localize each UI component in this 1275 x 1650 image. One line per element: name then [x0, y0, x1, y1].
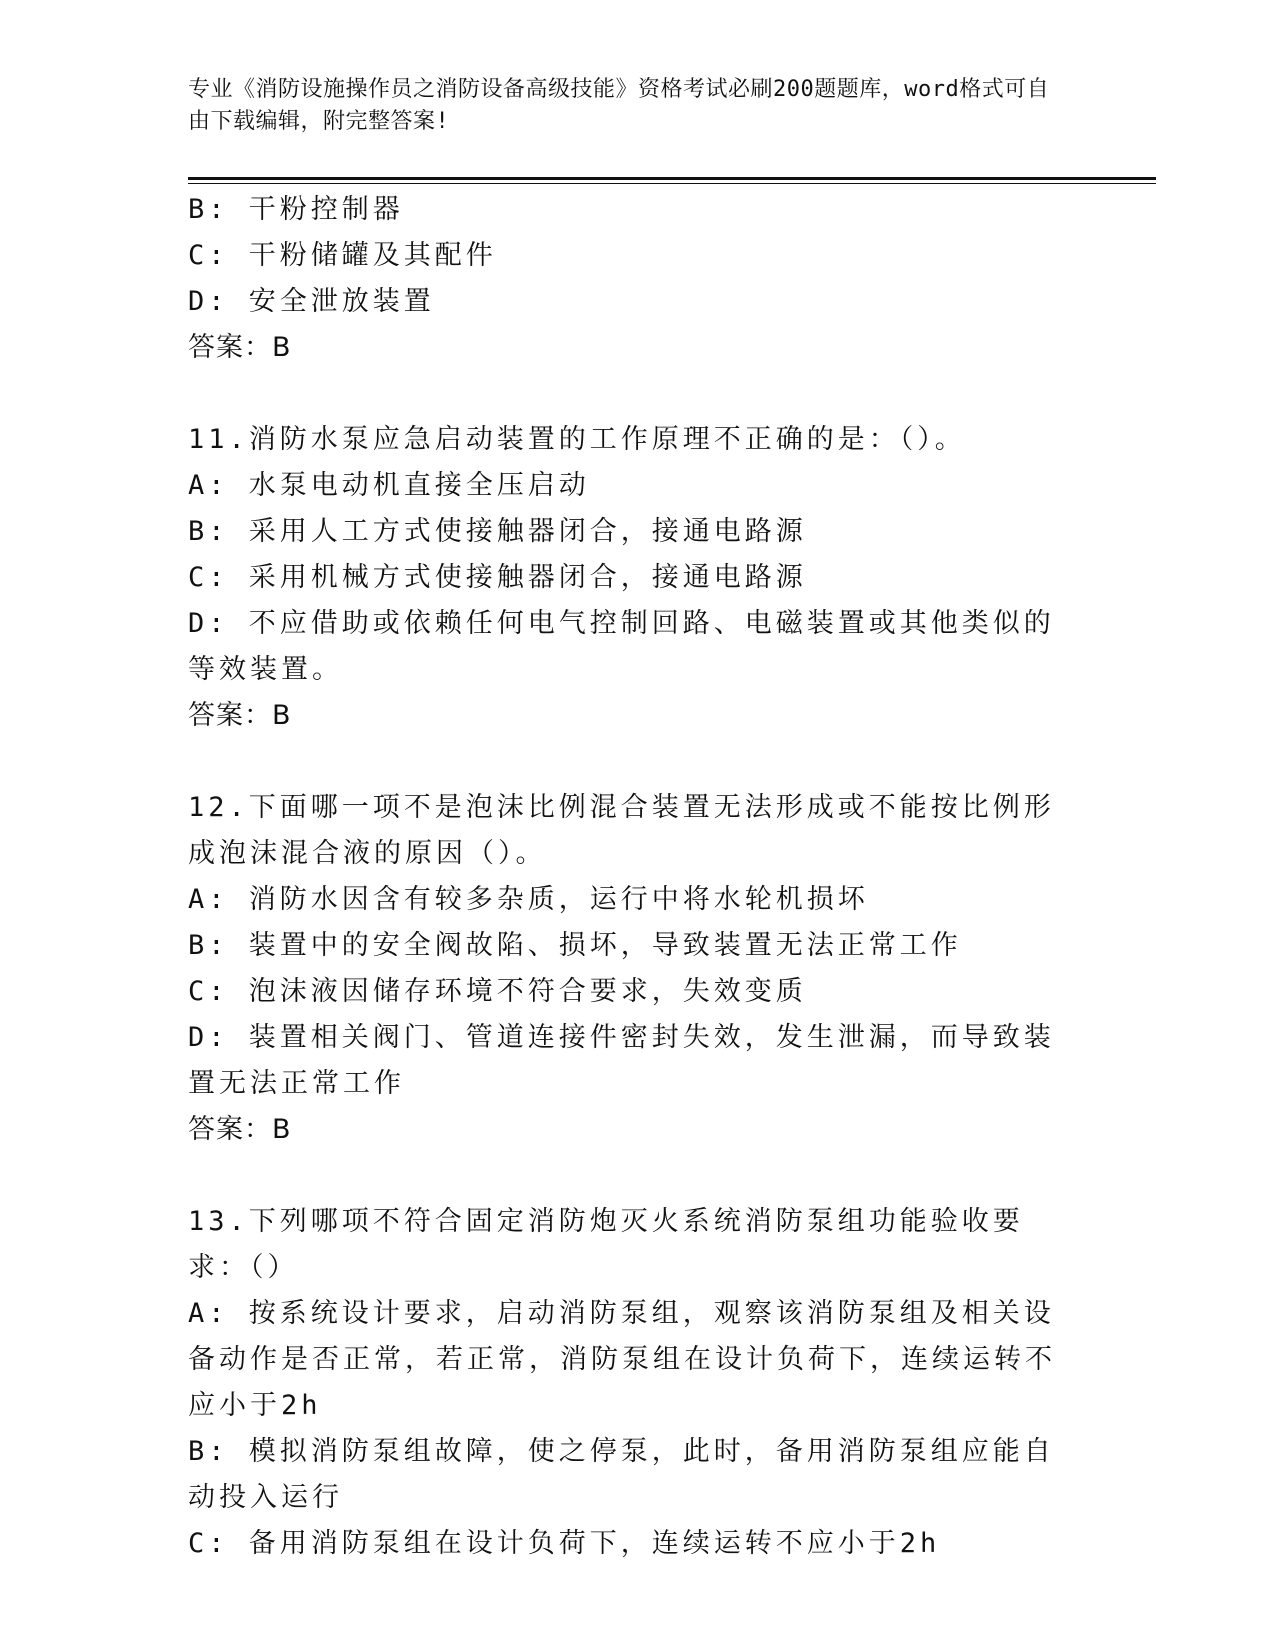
answer-line: 答案：B — [188, 332, 292, 363]
option-c: C: 备用消防泵组在设计负荷下，连续运转不应小于2h — [188, 1528, 941, 1559]
answer-line: 答案：B — [188, 700, 292, 731]
page-header: 专业《消防设施操作员之消防设备高级技能》资格考试必刷200题题库，word格式可自由下载编辑，附完整答案! — [188, 77, 1050, 134]
header-divider-thick — [188, 177, 1156, 180]
option-b: B: 采用人工方式使接触器闭合，接通电路源 — [188, 516, 807, 547]
question-stem: 12.下面哪一项不是泡沫比例混合装置无法形成或不能按比例形成泡沫混合液的原因（）。 — [188, 792, 1055, 869]
option-c: C: 采用机械方式使接触器闭合，接通电路源 — [188, 562, 807, 593]
question-11 — [188, 417, 1078, 739]
header-divider-thin — [188, 183, 1156, 184]
option-a: A: 按系统设计要求，启动消防泵组，观察该消防泵组及相关设备动作是否正常，若正常，消防泵组在设计负荷下，连续运转不应小于2h — [188, 1298, 1056, 1421]
question-13 — [188, 1199, 1078, 1567]
previous-question-tail — [188, 187, 1078, 371]
option-b: B: 干粉控制器 — [188, 194, 404, 225]
answer-line: 答案：B — [188, 1114, 292, 1145]
option-d: D: 装置相关阀门、管道连接件密封失效，发生泄漏，而导致装置无法正常工作 — [188, 1022, 1055, 1099]
question-12 — [188, 785, 1078, 1153]
option-b: B: 模拟消防泵组故障，使之停泵，此时，备用消防泵组应能自动投入运行 — [188, 1436, 1055, 1513]
option-b: B: 装置中的安全阀故陷、损坏，导致装置无法正常工作 — [188, 930, 962, 961]
option-a: A: 水泵电动机直接全压启动 — [188, 470, 590, 501]
question-stem: 11.消防水泵应急启动装置的工作原理不正确的是：（）。 — [188, 424, 966, 455]
option-d: D: 安全泄放装置 — [188, 286, 435, 317]
question-content — [188, 187, 1078, 1567]
option-a: A: 消防水因含有较多杂质，运行中将水轮机损坏 — [188, 884, 869, 915]
option-d: D: 不应借助或依赖任何电气控制回路、电磁装置或其他类似的等效装置。 — [188, 608, 1055, 685]
option-c: C: 干粉储罐及其配件 — [188, 240, 497, 271]
question-stem: 13.下列哪项不符合固定消防炮灭火系统消防泵组功能验收要求：（） — [188, 1206, 1024, 1283]
option-c: C: 泡沫液因储存环境不符合要求，失效变质 — [188, 976, 807, 1007]
